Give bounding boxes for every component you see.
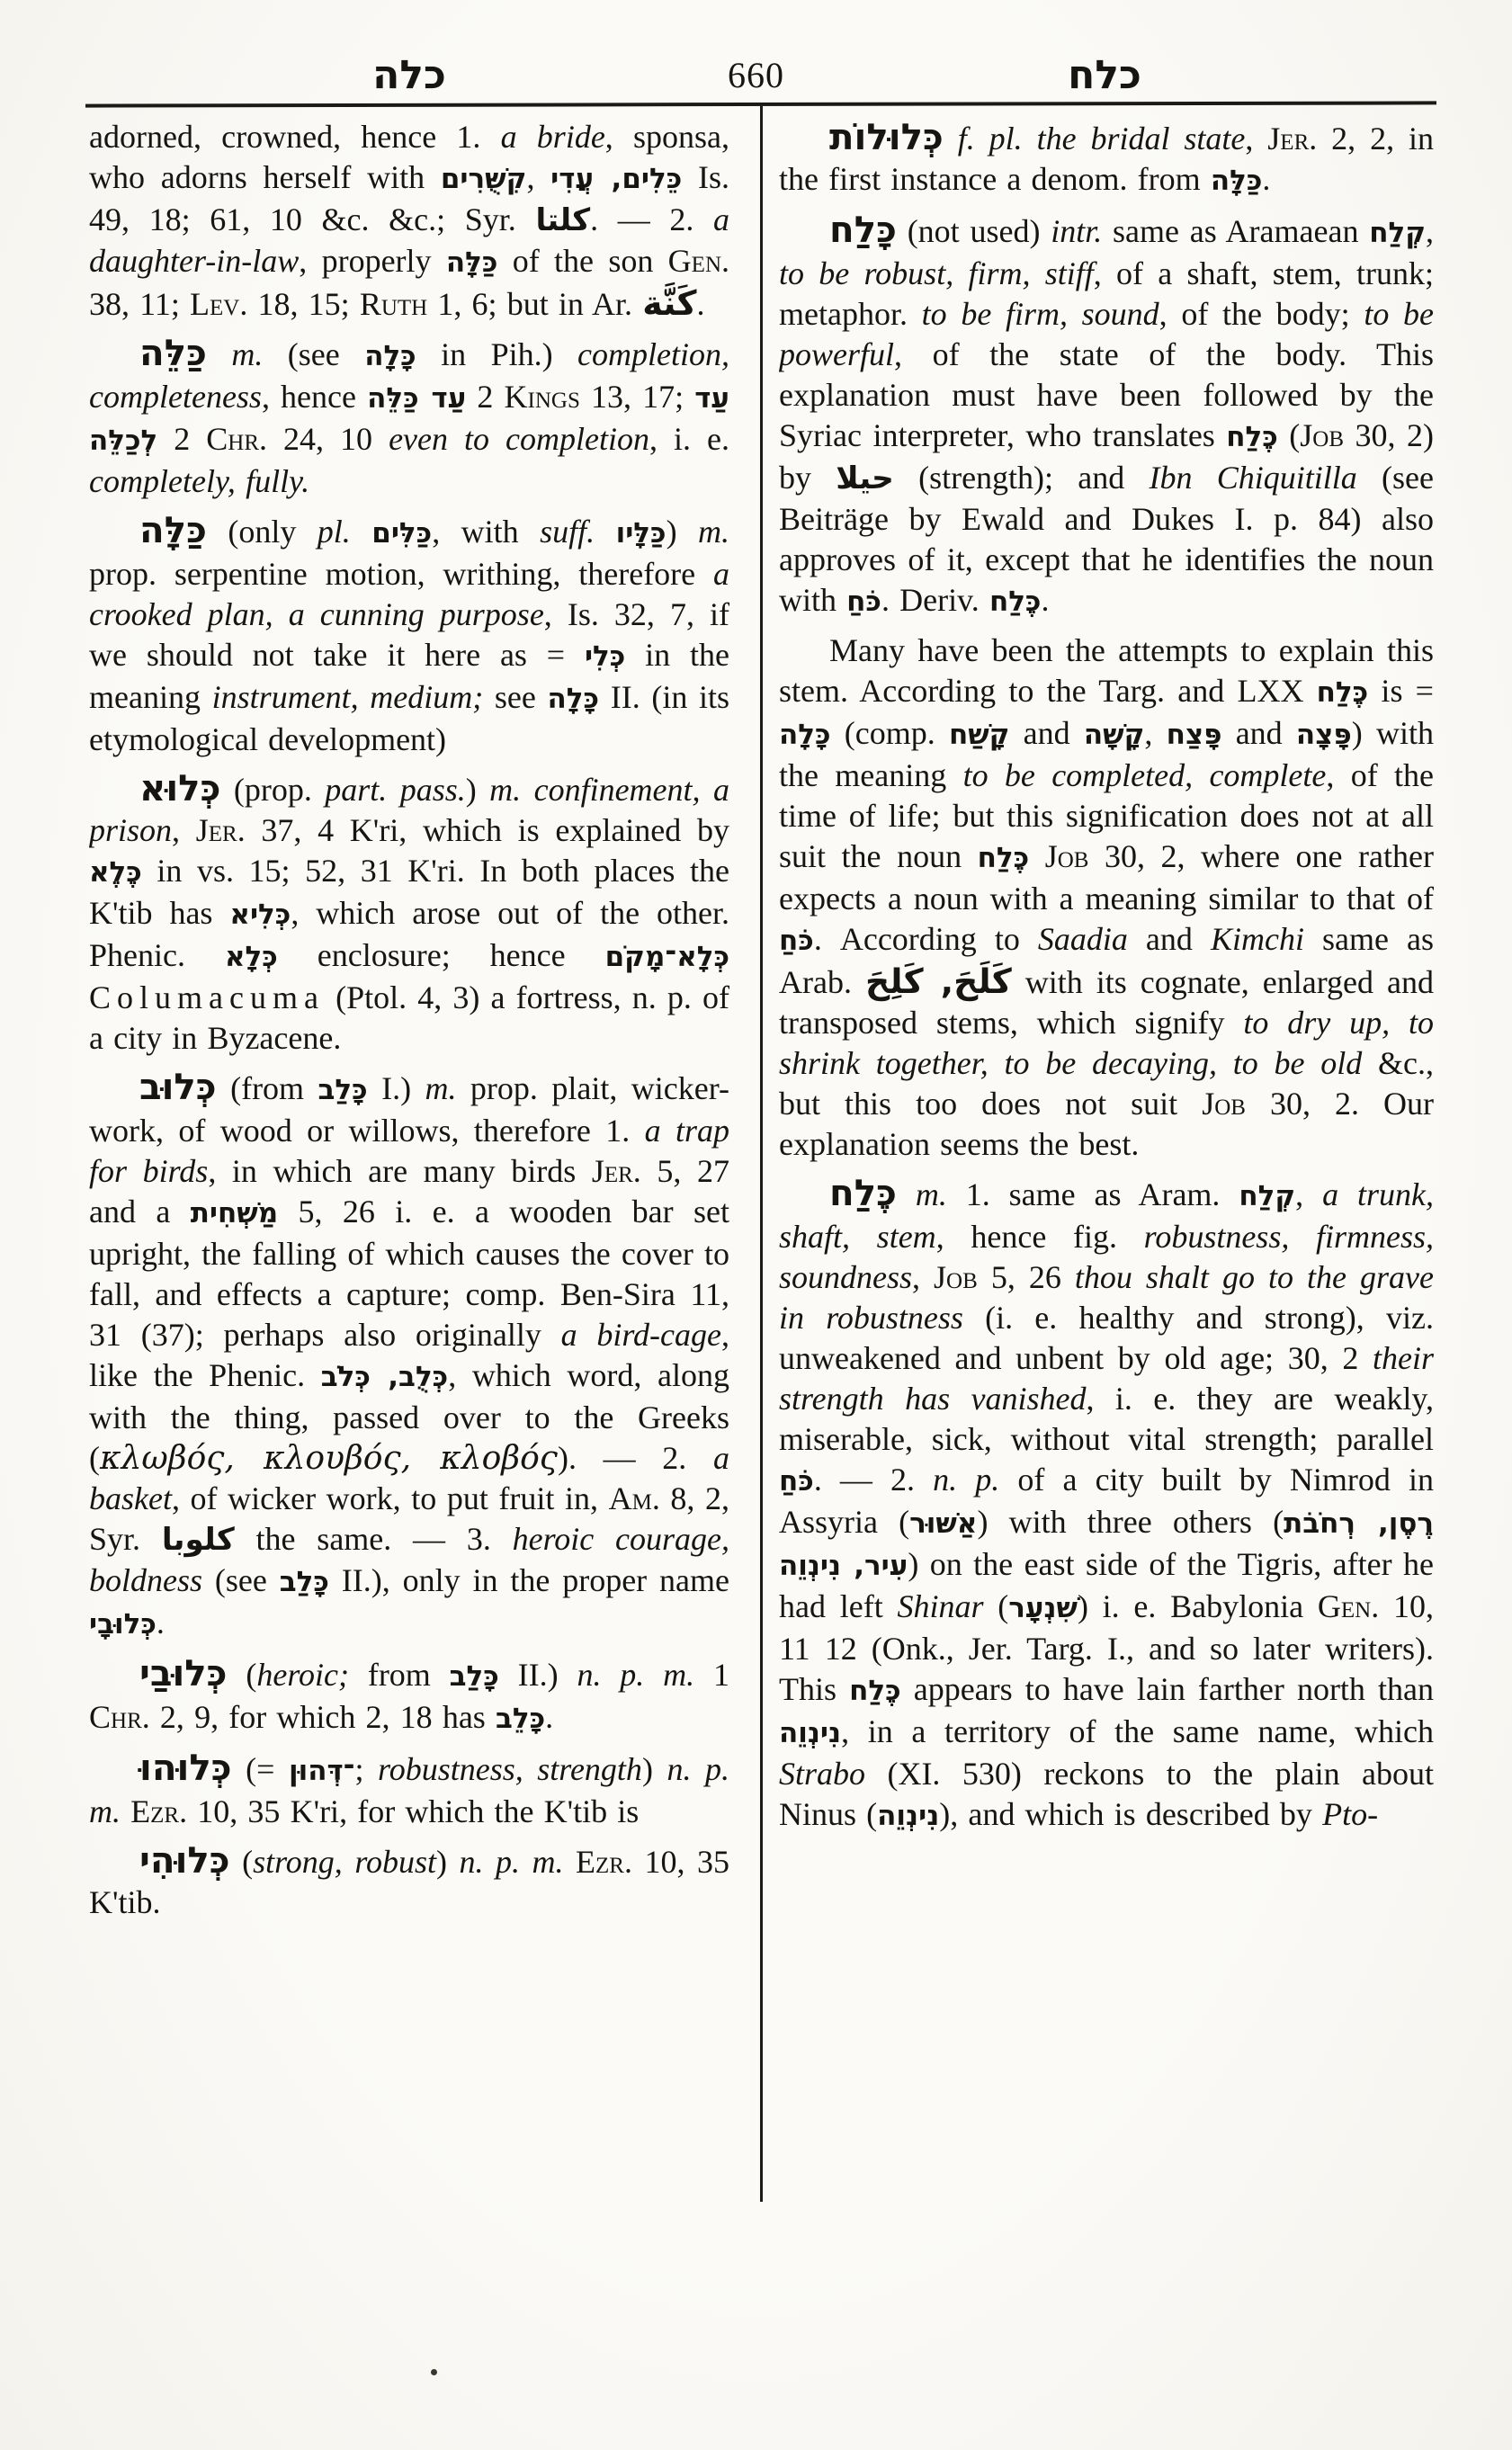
text-run: 38, 11; — [89, 286, 190, 322]
text-run: , sponsa, who adorns herself with — [89, 119, 729, 195]
text-run: to be firm, sound — [921, 296, 1159, 332]
text-run: . — [1041, 582, 1050, 618]
text-run: (see — [263, 336, 365, 372]
text-run: 13, 17; — [579, 379, 695, 415]
text-run: to be completed, complete — [962, 757, 1327, 793]
text-run: even to completion — [389, 421, 649, 457]
text-run: ) — [641, 1751, 667, 1787]
text-run — [897, 1176, 916, 1212]
page-number: 660 — [728, 55, 784, 95]
text-run: part. pass. — [325, 772, 466, 808]
text-run: حيلا — [836, 460, 894, 496]
entry-headword: כְּלוּהִי — [139, 1839, 230, 1882]
text-run: . — 2. — [813, 1462, 934, 1498]
text-run: (= — [231, 1751, 289, 1787]
text-run: , of wicker work, to put fruit in, — [171, 1480, 609, 1516]
dictionary-paragraph — [89, 117, 729, 325]
text-run: 10, 11 12 (Onk., Jer. Targ. I., and so later writers). This — [779, 1588, 1434, 1707]
text-run: . According to — [813, 921, 1038, 957]
text-run: κλωβός, κλουβός, κλοβός — [100, 1440, 558, 1477]
text-run: Lev. — [190, 286, 248, 322]
text-run: same as Arab. — [779, 921, 1434, 1000]
text-run: נִינְוֵה — [779, 1717, 842, 1749]
text-run: Job — [1300, 417, 1345, 453]
text-run: f. pl. the bridal state — [957, 121, 1246, 156]
text-run: II.) — [498, 1657, 577, 1693]
text-run: קָשָׁה — [1083, 719, 1145, 751]
text-run: from — [348, 1657, 450, 1693]
text-run: heroic; — [256, 1657, 349, 1693]
text-run: כֶּלַח — [1226, 421, 1278, 453]
left-column — [89, 117, 729, 2419]
text-run: כֵּלִים, עֲדִי — [550, 163, 683, 195]
text-run: כֹּחַ — [779, 1465, 814, 1498]
dictionary-paragraph — [779, 1173, 1434, 1837]
text-run: (prop. — [220, 772, 326, 808]
text-run: ( — [227, 1657, 257, 1693]
text-run: 24, 10 — [267, 421, 389, 457]
text-run: , — [526, 159, 551, 195]
text-run: of a city built by Nimrod in Assyria ( — [779, 1462, 1434, 1540]
text-run: Shinar — [897, 1588, 984, 1624]
text-run: strong, robust — [253, 1844, 437, 1880]
text-run: in the meaning — [89, 637, 729, 715]
text-run: , Is. 32, 7, if we should not take it here as = — [89, 596, 729, 673]
text-run: , i. e. they are weakly, miserable, sick, without vital strength; parallel — [779, 1381, 1434, 1457]
text-run: robustness, firmness, soundness — [779, 1219, 1434, 1295]
text-run: כְּלֻב, כְּלֹב — [320, 1361, 449, 1393]
text-run: to dry up, to shrink together, to be decaying, to be old — [779, 1005, 1434, 1081]
text-run: m. — [915, 1176, 947, 1212]
text-run: Ibn Chiquitilla — [1149, 460, 1357, 496]
entry-headword: כְּלוּבַי — [139, 1652, 228, 1694]
text-run: and — [1009, 715, 1084, 751]
running-head-right: כלח — [1068, 52, 1141, 98]
text-run: , — [912, 1259, 935, 1295]
text-run: , — [1295, 1176, 1323, 1212]
text-run: n. p. m. — [577, 1657, 695, 1693]
text-run: Kings — [504, 379, 580, 415]
text-run: ־דְּהוּן — [288, 1755, 355, 1787]
text-run: Columacuma — [89, 979, 325, 1015]
text-run: and — [1127, 921, 1211, 957]
text-run: (comp. — [830, 715, 949, 751]
dictionary-paragraph — [89, 1067, 729, 1645]
text-run: , — [1426, 213, 1434, 249]
text-run: . — [1262, 161, 1271, 197]
entry-headword: כְּלוּא — [139, 767, 221, 809]
text-run — [351, 514, 371, 550]
text-run: I.) — [367, 1070, 425, 1106]
text-run: 1. same as Aram. — [946, 1176, 1239, 1212]
text-run: , in a territory of the same name, which — [841, 1713, 1434, 1749]
text-run: n. p. m. — [89, 1751, 729, 1829]
text-run: כֶּלַח — [977, 842, 1030, 874]
text-run: , which arose out of the other. Phenic. — [89, 895, 729, 973]
text-run: m. — [698, 514, 729, 550]
text-run: . — 2. — [590, 201, 714, 237]
dictionary-paragraph — [89, 1748, 729, 1832]
text-run: רֶסֶן, רְחֹבֹת עִיר, נִינְוֵה — [779, 1507, 1434, 1582]
text-run: , — [1245, 121, 1268, 156]
text-run: enclosure; hence — [277, 937, 605, 973]
text-run: כָּלַב — [449, 1660, 499, 1693]
text-run: a trap for birds — [89, 1113, 729, 1189]
text-run: , — [1144, 715, 1167, 751]
text-run: n. p. — [933, 1462, 1000, 1498]
text-run: see — [483, 679, 548, 715]
text-run: ) with three others ( — [977, 1504, 1284, 1540]
text-run: a crooked plan, a cunning purpose — [89, 556, 729, 632]
text-run: 8, 2, Syr. — [89, 1480, 729, 1557]
text-run: Am. — [608, 1480, 660, 1516]
text-run: ). — 2. — [557, 1440, 713, 1476]
running-head-left: כלה — [372, 52, 446, 98]
text-run: a bride — [500, 119, 605, 155]
entry-headword: כַּלֵּה — [139, 332, 207, 374]
text-run: instrument, medium; — [211, 679, 484, 715]
text-run: , which word, along with the thing, passed over to the Greeks ( — [89, 1357, 729, 1476]
text-run: 1 — [694, 1657, 729, 1693]
text-run: ) — [666, 514, 698, 550]
text-run: 1, 6; but in Ar. — [427, 286, 643, 322]
text-run: Jer. — [1267, 121, 1318, 156]
text-run: their strength has vanished — [779, 1340, 1434, 1417]
print-speck-artifact — [431, 2369, 437, 2375]
text-run: פָּצָה — [1295, 719, 1352, 751]
text-run: כַּלָּיו — [615, 517, 667, 550]
text-run: כָּלָה — [547, 683, 600, 715]
text-run: a daughter-in-law — [89, 201, 729, 279]
text-run: Pto- — [1322, 1796, 1379, 1832]
entry-headword: כְּלוּלוֹת — [829, 117, 944, 158]
text-run: كلوبا — [161, 1522, 235, 1558]
text-run: כַּלִּים — [371, 517, 433, 550]
text-run: קִשֻּׁרִים — [440, 163, 527, 195]
text-run: Strabo — [779, 1756, 866, 1792]
text-run: prop. serpentine motion, writhing, therefore — [89, 556, 713, 592]
text-run: 30, 2, where one rather expects a noun with a meaning similar to that of — [779, 838, 1434, 917]
text-run: &c., but this too does not suit — [779, 1045, 1434, 1122]
text-run: כְּלָא — [224, 941, 278, 973]
right-column — [779, 117, 1434, 2419]
text-run: ) — [436, 1844, 460, 1880]
text-run: 5, 26 — [977, 1259, 1075, 1295]
text-run: to be robust, firm, stiff — [779, 255, 1094, 291]
text-run: completion, completeness — [89, 336, 729, 415]
text-run: כַּלָּה — [445, 246, 498, 279]
text-run: ), and which is described by — [939, 1796, 1323, 1832]
text-run: a basket — [89, 1440, 729, 1516]
text-run: Jer. — [195, 812, 246, 848]
text-run: heroic courage, boldness — [89, 1521, 729, 1598]
text-run: כְּלִיא — [229, 899, 291, 931]
text-run: , — [172, 812, 196, 848]
text-run — [207, 336, 231, 372]
text-run — [564, 1844, 577, 1880]
text-run: כֹּחַ — [779, 925, 814, 957]
text-run: in Pih.) — [416, 336, 578, 372]
text-run: m. — [425, 1070, 457, 1106]
dictionary-paragraph — [89, 768, 729, 1059]
text-run: a bird-cage — [560, 1317, 722, 1353]
text-run: m. — [231, 336, 264, 372]
text-run: , of the body; — [1159, 296, 1364, 332]
text-run: of the son — [497, 243, 668, 279]
text-run: ) with the meaning — [779, 715, 1434, 793]
text-run: prop. plait, wicker-work, of wood or willows, therefore 1. — [89, 1070, 729, 1149]
text-run: Gen. — [1317, 1588, 1380, 1624]
text-run: כַּלָּה — [1210, 165, 1263, 197]
text-run: 10, 35 K'ri, for which the K'tib is — [187, 1793, 640, 1829]
text-run: נִינְוֵה — [877, 1800, 940, 1832]
text-run — [1029, 838, 1045, 874]
text-run: Chr. — [206, 421, 268, 457]
text-run: כָּלֵב — [495, 1703, 546, 1735]
text-run: פָּצַח — [1166, 719, 1222, 751]
text-run — [595, 514, 615, 550]
text-run: כְּלָא־מָקֹם — [604, 941, 729, 973]
text-run: same as Aramaean — [1102, 213, 1370, 249]
text-run: , with — [432, 514, 541, 550]
text-run: كلتا — [535, 202, 591, 238]
text-run: adorned, crowned, hence 1. — [89, 119, 501, 155]
text-run: כֶּלַח — [989, 586, 1042, 618]
text-run: כָּלָה — [364, 340, 416, 372]
text-run: , like the Phenic. — [89, 1317, 729, 1393]
text-run: (i. e. healthy and strong), viz. unweakened and unbent by old age; 30, 2 — [779, 1300, 1434, 1376]
text-run: ( — [1277, 417, 1301, 453]
text-run: קְלַח — [1369, 217, 1427, 249]
text-run: . Deriv. — [881, 582, 989, 618]
text-run: (from — [216, 1070, 318, 1106]
text-run: Job — [1044, 838, 1089, 874]
text-run: עַד לְכַלֵּה — [89, 382, 729, 457]
text-run: Ruth — [359, 286, 428, 322]
text-run: , hence — [261, 379, 368, 415]
dictionary-paragraph — [89, 1653, 729, 1739]
text-run: pl. — [317, 514, 351, 550]
text-run: כֶּלַח — [1316, 676, 1369, 709]
text-run: confinement, a prison — [89, 772, 729, 848]
text-run: Chr. — [89, 1699, 150, 1735]
text-run: 30, 2. Our explanation seems the best. — [779, 1086, 1434, 1162]
text-run: II. (in its etymological development) — [89, 679, 729, 757]
entry-headword: כְּלוּב — [139, 1066, 217, 1108]
text-run: כְּלִי — [584, 640, 626, 673]
text-run: (XI. 530) reckons to the plain about Ninus ( — [779, 1756, 1434, 1832]
text-run: כְּלוּבָי — [89, 1608, 157, 1641]
text-run: كَنَّة — [642, 283, 697, 323]
text-run: . — [545, 1699, 554, 1735]
dictionary-paragraph — [89, 1840, 729, 1923]
text-run: כֶּלֶא — [89, 856, 142, 889]
text-run: 10, 35 K'tib. — [89, 1844, 729, 1920]
text-run: 2 — [157, 421, 207, 457]
text-run: כֶּלַח — [849, 1675, 901, 1707]
text-run: Job — [934, 1259, 978, 1295]
text-run: , properly — [299, 243, 446, 279]
text-run: is = — [1368, 673, 1434, 709]
text-run: מַשְׁחִית — [190, 1197, 279, 1229]
text-run: Is. 49, 18; 61, 10 &c. &c.; Syr. — [89, 159, 729, 237]
text-run: 2 — [466, 379, 505, 415]
text-run: m. — [489, 772, 522, 808]
text-run: אַשּׁוּר — [909, 1507, 978, 1540]
text-run: , of the state of the body. This explanation must have been followed by the Syriac interpreter, who translates — [779, 336, 1434, 453]
text-run: Many have been the attempts to explain this stem. According to the Targ. and LXX — [779, 632, 1434, 709]
text-run — [944, 121, 958, 156]
text-run: in vs. 15; 52, 31 K'ri. In both places the K'tib has — [89, 853, 729, 931]
text-run: robustness, strength — [378, 1751, 642, 1787]
text-run: Job — [1202, 1086, 1246, 1122]
text-run: (not used) — [896, 213, 1051, 249]
text-run: כָּלָה — [779, 719, 831, 751]
text-run: 2, 9, for which 2, 18 has — [149, 1699, 496, 1735]
text-run: (see Beiträge by Ewald and Dukes I. p. 84) also approves of it, except that he identifies the noun with — [779, 460, 1434, 618]
text-run: Kimchi — [1210, 921, 1304, 957]
text-run: (Ptol. 4, 3) a fortress, n. p. of a city in Byzacene. — [89, 979, 729, 1056]
text-run: ( — [983, 1588, 1009, 1624]
text-run: (strength); and — [893, 460, 1150, 496]
text-run: קָשַׁח — [948, 719, 1010, 751]
text-run: thou shalt go to the grave in robustness — [779, 1259, 1434, 1336]
text-run: ) i. e. Babylonia — [1077, 1588, 1318, 1624]
text-run: Ezr. — [576, 1844, 632, 1880]
column-divider — [760, 106, 763, 2202]
text-run: II.), only in the proper name — [328, 1562, 729, 1598]
text-run — [121, 1793, 130, 1829]
text-run: (only — [206, 514, 318, 550]
text-run: ) — [465, 772, 490, 808]
text-run: Gen. — [667, 243, 729, 279]
text-run: to be powerful — [779, 296, 1434, 372]
text-run: ( — [229, 1844, 254, 1880]
text-run: Ezr. — [130, 1793, 188, 1829]
text-run: ) on the east side of the Tigris, after he had left — [779, 1546, 1434, 1624]
text-run: intr. — [1051, 213, 1103, 249]
text-run: , hence fig. — [935, 1219, 1144, 1255]
text-run: 18, 15; — [247, 286, 360, 322]
text-run: Saadia — [1037, 921, 1128, 957]
entry-headword: כְּלוּהוּ — [139, 1747, 232, 1789]
text-run: , of the time of life; but this signification does not at all suit the noun — [779, 757, 1434, 874]
text-run: . — [696, 286, 705, 322]
entry-headword: כַּלָּה — [139, 509, 207, 551]
text-run: and — [1221, 715, 1296, 751]
dictionary-paragraph — [779, 630, 1434, 1165]
text-run: שִׁנְעָר — [1008, 1592, 1078, 1624]
dictionary-paragraph — [779, 117, 1434, 201]
text-run: קְלַח — [1239, 1180, 1296, 1212]
text-run: ; — [354, 1751, 379, 1787]
text-run: 37, 4 K'ri, which is explained by — [245, 812, 729, 848]
text-run: 5, 27 and a — [89, 1153, 729, 1229]
text-run: with its cognate, enlarged and transposed stems, which signify — [779, 964, 1434, 1041]
entry-headword: כָּלַח — [829, 209, 897, 251]
entry-headword: כֶּלַח — [829, 1172, 897, 1214]
text-run: . — [156, 1605, 165, 1641]
text-run: 30, 2) by — [779, 417, 1434, 496]
text-run: כָּלַב — [279, 1566, 329, 1598]
dictionary-paragraph — [779, 210, 1434, 622]
text-run: , i. e. — [649, 421, 729, 457]
text-run: Jer. — [591, 1153, 641, 1189]
text-run: 2, 2, in the first instance a denom. from — [779, 121, 1434, 197]
dictionary-paragraph — [89, 333, 729, 502]
dictionary-paragraph — [89, 510, 729, 760]
text-run: עַד כַּלֵּה — [367, 382, 467, 415]
text-run: כָּלַב — [318, 1074, 368, 1106]
text-run: n. p. m. — [459, 1844, 564, 1880]
text-run: , of a shaft, stem, trunk; metaphor. — [779, 255, 1434, 332]
text-run: a trunk, shaft, stem — [779, 1176, 1434, 1255]
text-run: (see — [202, 1562, 280, 1598]
text-run: كَلَحَ, كَلِحَ — [864, 961, 1012, 1001]
text-run: , in which are many birds — [208, 1153, 592, 1189]
text-run: כֹּחַ — [846, 586, 881, 618]
text-run: suff. — [540, 514, 595, 550]
text-run: appears to have lain farther north than — [900, 1671, 1434, 1707]
text-run: 5, 26 i. e. a wooden bar set upright, the falling of which causes the cover to fall, and effects a capture; comp. Ben-Sira 11, 31 (37); perhaps also originally — [89, 1194, 729, 1353]
text-run: completely, fully. — [89, 463, 310, 499]
text-run: the same. — 3. — [234, 1521, 513, 1557]
text-run — [521, 772, 533, 808]
